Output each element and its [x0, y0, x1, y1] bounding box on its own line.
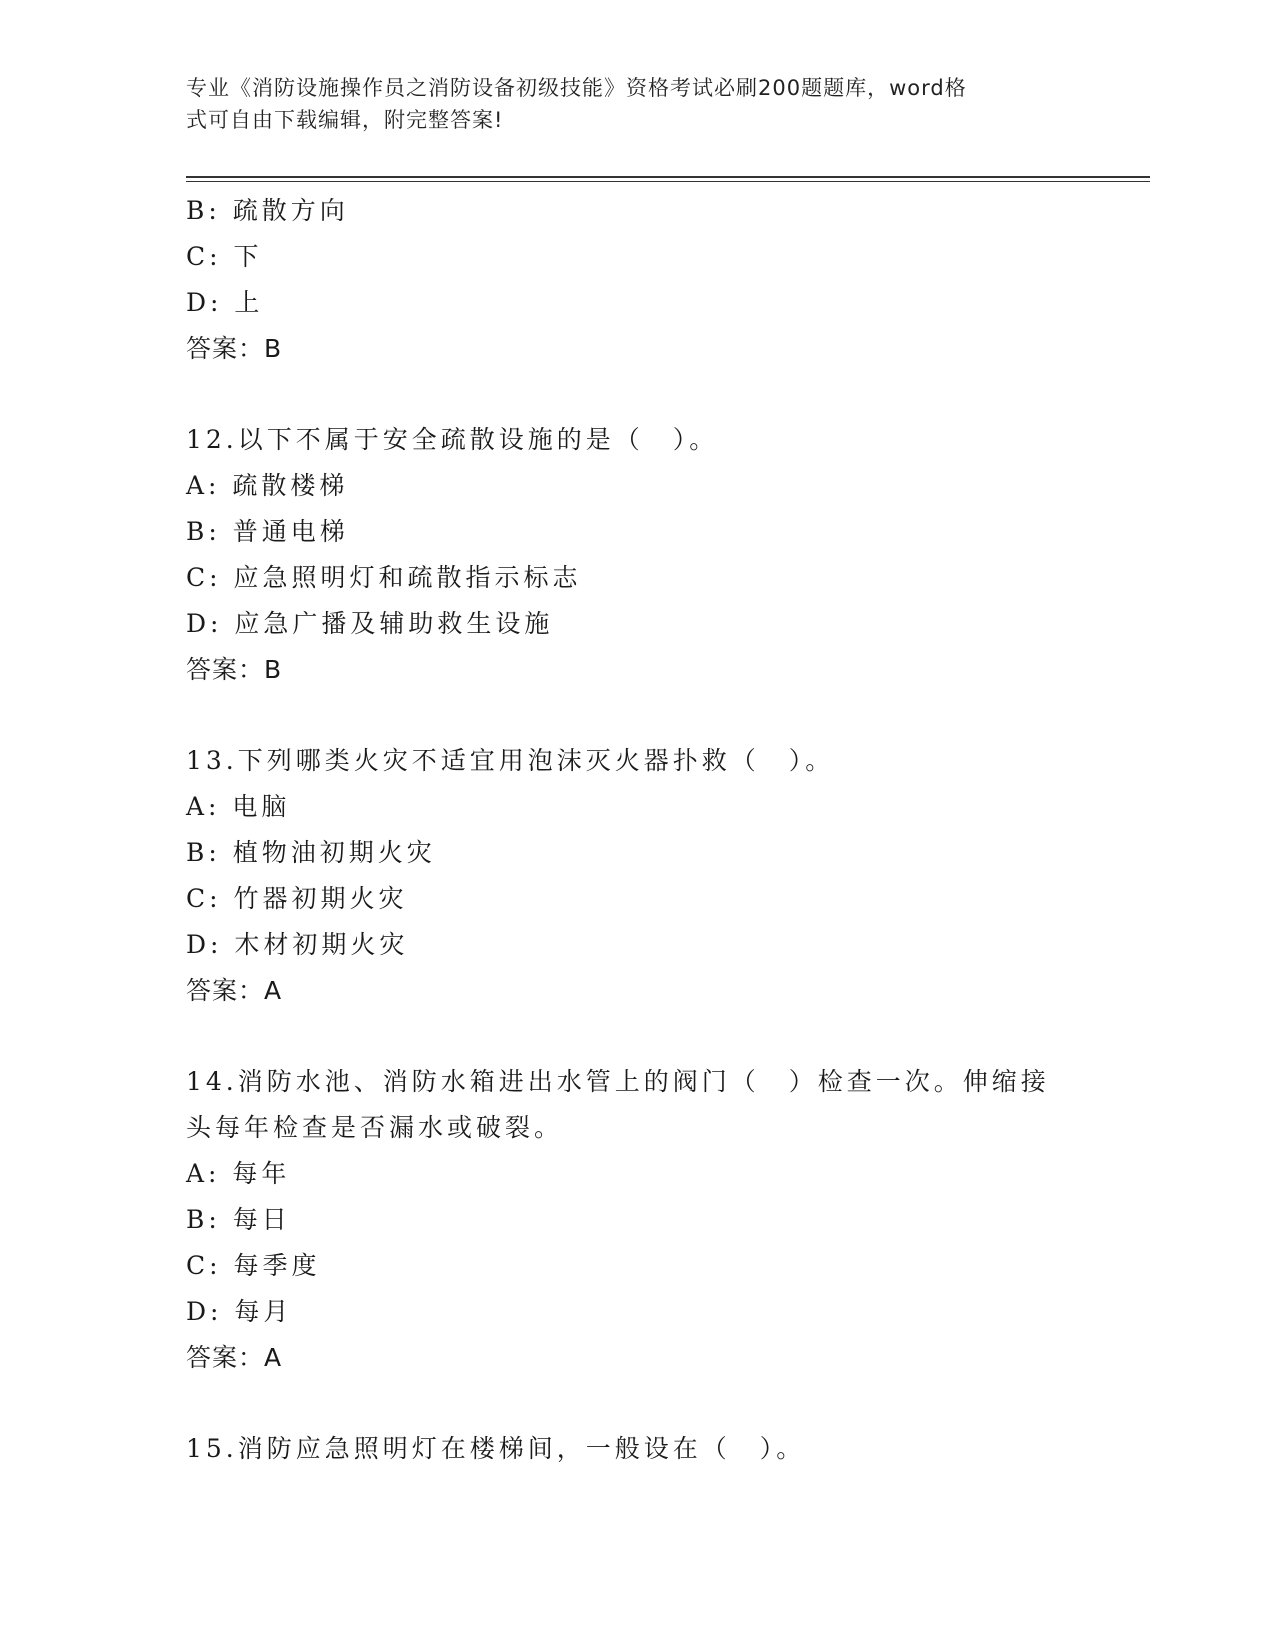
- option-b: B: 普通电梯: [186, 517, 349, 546]
- header-divider-thick: [186, 176, 1150, 178]
- option-d: D: 上: [186, 288, 264, 317]
- option-d: D: 每月: [186, 1297, 293, 1326]
- answer-line: 答案：A: [186, 1343, 283, 1372]
- question-list: [186, 188, 1086, 1472]
- header-line-1: 专业《消防设施操作员之消防设备初级技能》资格考试必刷200题题库，word格: [186, 76, 967, 100]
- option-a: A: 电脑: [186, 792, 291, 821]
- document-header: [186, 72, 1066, 136]
- option-b: B: 植物油初期火灾: [186, 838, 436, 867]
- answer-line: 答案：B: [186, 334, 283, 363]
- header-line-2: 式可自由下载编辑，附完整答案!: [186, 108, 504, 132]
- option-a: A: 疏散楼梯: [186, 471, 349, 500]
- question-stem: 14.消防水池、消防水箱进出水管上的阀门（ ）检查一次。伸缩接头每年检查是否漏水或破裂。: [186, 1067, 1050, 1142]
- question-12: [186, 417, 1086, 693]
- question-stem: 12.以下不属于安全疏散设施的是（ ）。: [186, 425, 719, 454]
- option-b: B: 每日: [186, 1205, 291, 1234]
- option-c: C: 下: [186, 242, 263, 271]
- option-c: C: 应急照明灯和疏散指示标志: [186, 563, 582, 592]
- option-c: C: 竹器初期火灾: [186, 884, 408, 913]
- option-d: D: 木材初期火灾: [186, 930, 409, 959]
- question-stem: 15.消防应急照明灯在楼梯间，一般设在（ ）。: [186, 1434, 806, 1463]
- question-14: [186, 1059, 1086, 1381]
- question-stem: 13.下列哪类火灾不适宜用泡沫灭火器扑救（ ）。: [186, 746, 835, 775]
- option-d: D: 应急广播及辅助救生设施: [186, 609, 554, 638]
- header-divider-thin: [186, 181, 1150, 182]
- option-b: B: 疏散方向: [186, 196, 349, 225]
- option-c: C: 每季度: [186, 1251, 321, 1280]
- question-15: [186, 1426, 1086, 1472]
- answer-line: 答案：B: [186, 655, 283, 684]
- option-a: A: 每年: [186, 1159, 291, 1188]
- question-11-continuation: [186, 188, 1086, 372]
- answer-line: 答案：A: [186, 976, 283, 1005]
- question-13: [186, 738, 1086, 1014]
